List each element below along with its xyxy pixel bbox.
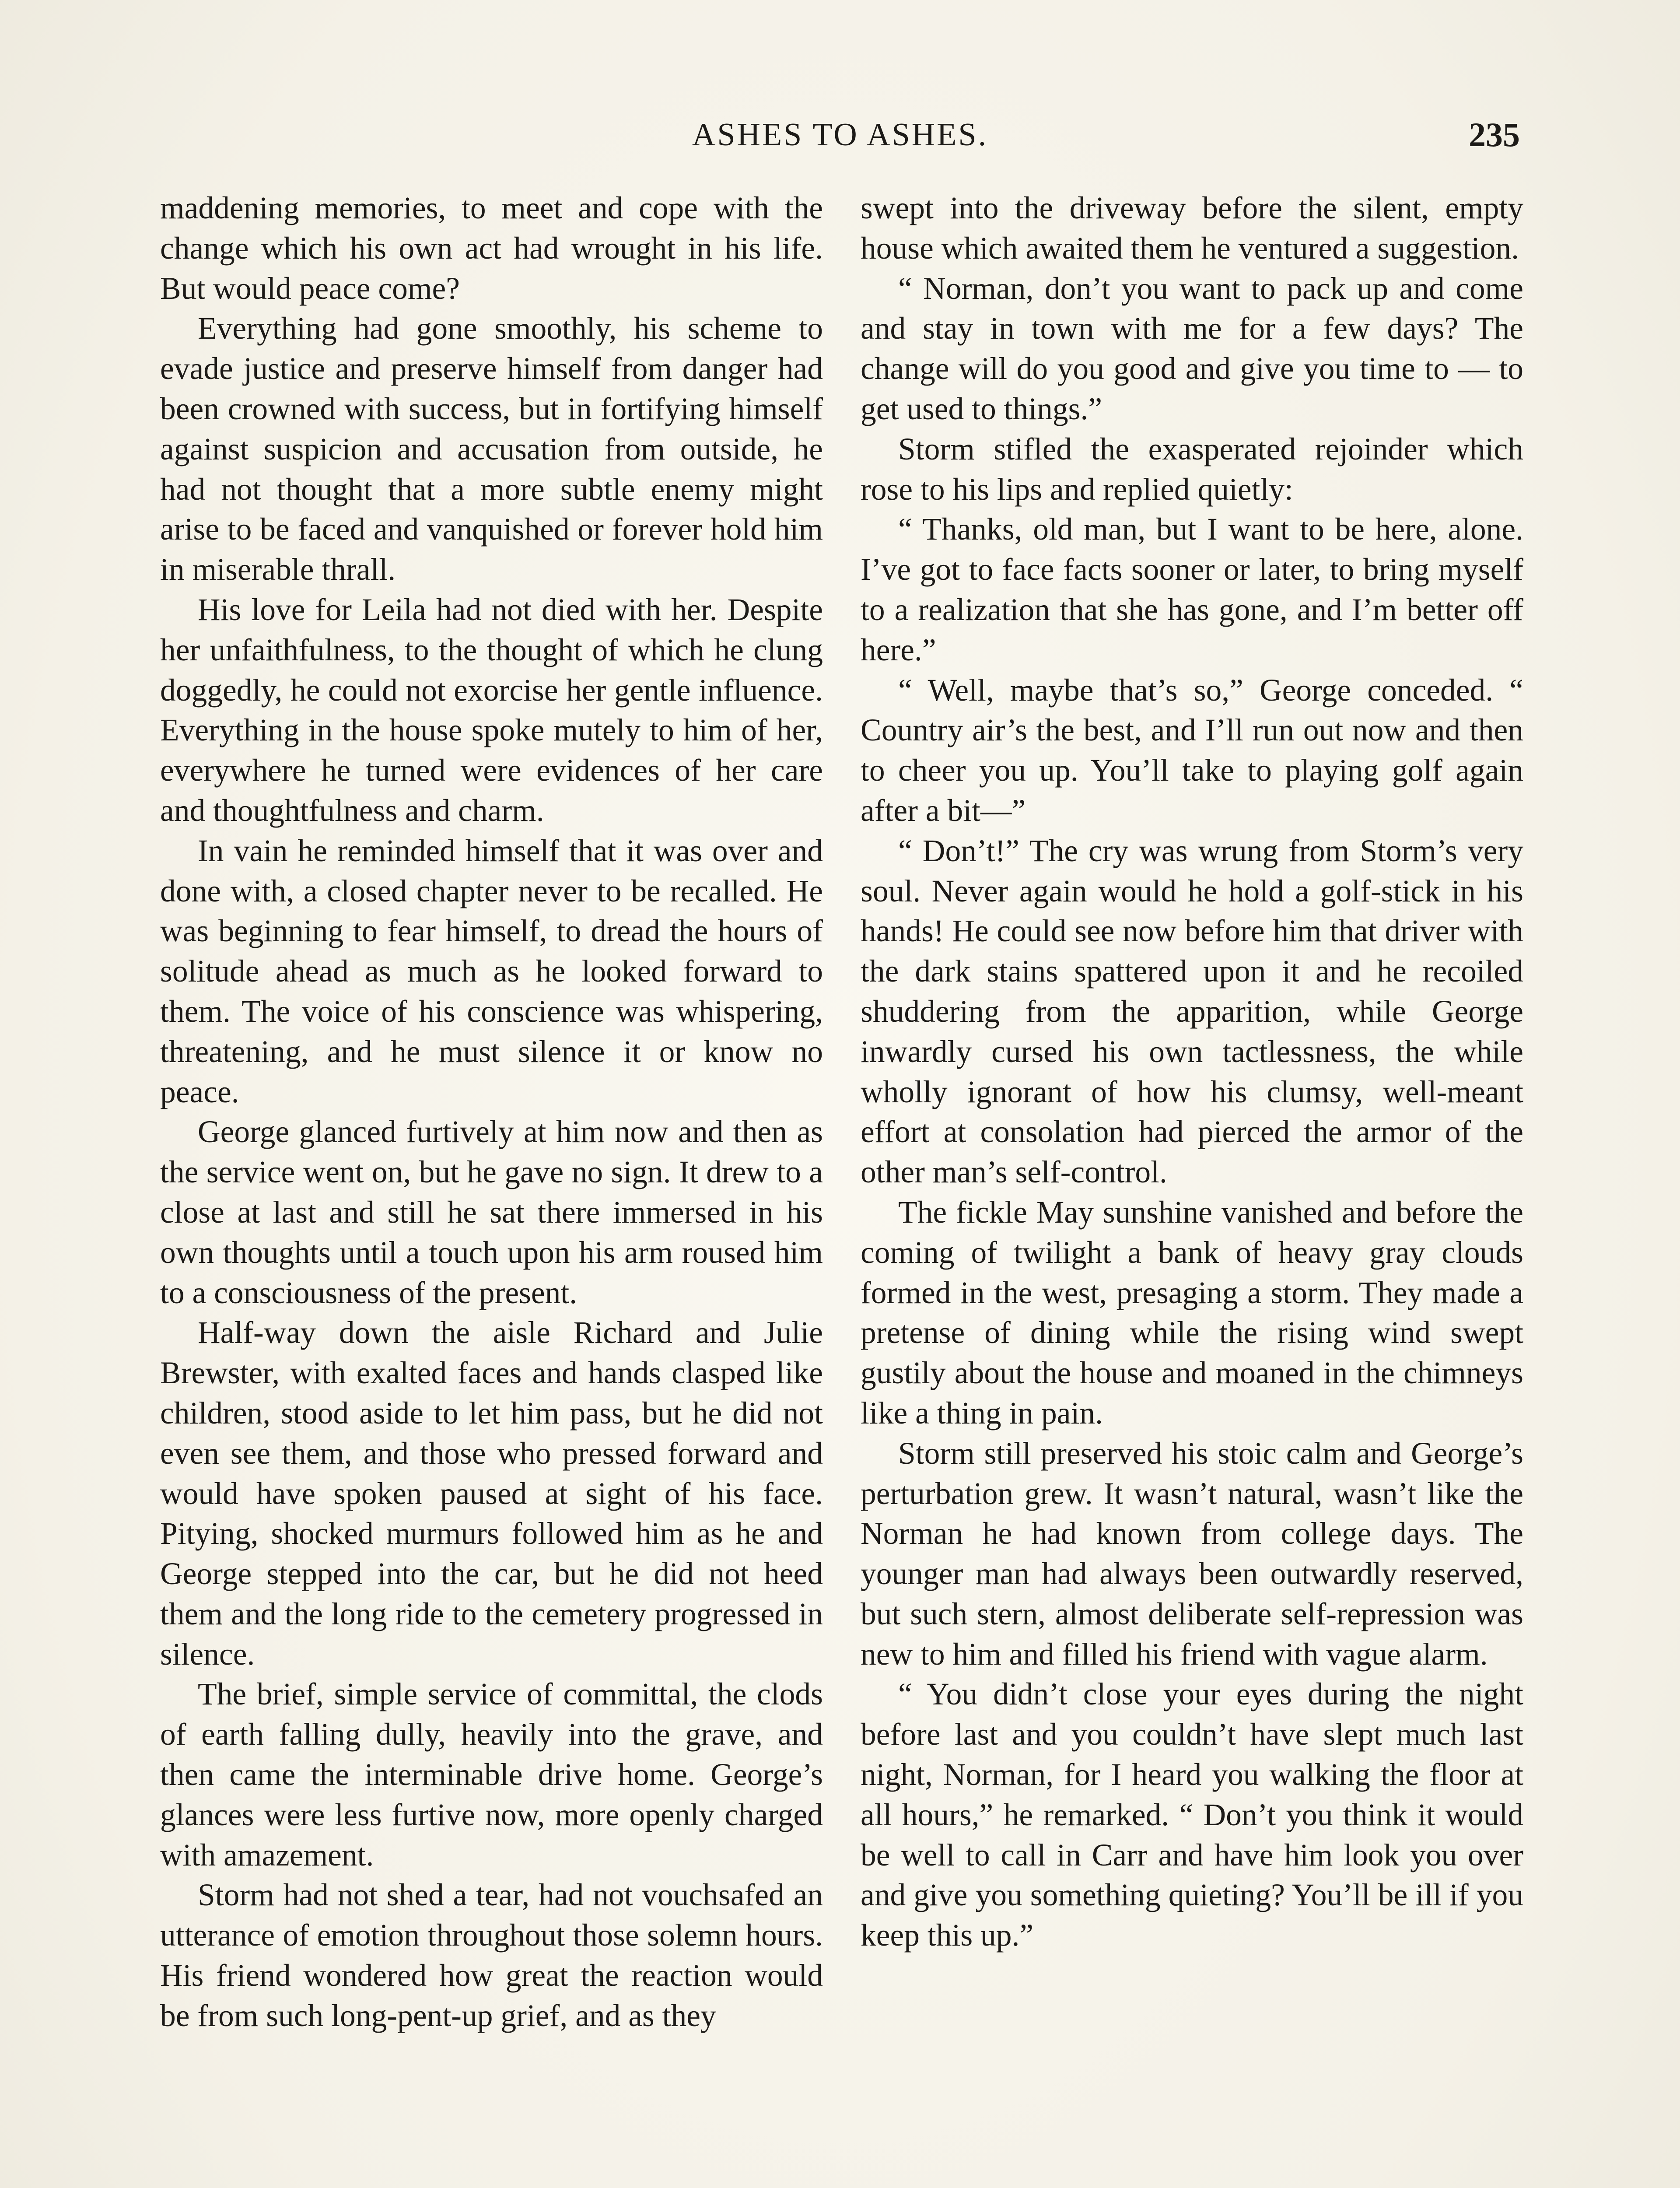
paragraph: Half-way down the aisle Richard and Julie Brewster, with exalted faces and hands clasped like children, stood aside to let him pass, but he did not even see them, and those who pressed forward and would have spoken paused at sight of his face. Pitying, shocked murmurs followed him as he and George stepped into the car, but he did not heed them and the long ride to the cemetery progressed in silence. xyxy=(160,1315,823,1672)
paragraph: His love for Leila had not died with her. Despite her unfaithfulness, to the thought of which he clung doggedly, he could not exorcise her gentle influence. Everything in the house spoke mutely to him of her, everywhere he turned were evidences of her care and thoughtfulness and charm. xyxy=(160,592,823,828)
paragraph: “ Norman, don’t you want to pack up and come and stay in town with me for a few days? The change will do you good and give you time to — to get used to things.” xyxy=(861,271,1523,426)
paragraph: The brief, simple service of committal, the clods of earth falling dully, heavily into the grave, and then came the interminable drive home. George’s glances were less furtive now, more openly charged with amazement. xyxy=(160,1677,823,1872)
paragraph: The fickle May sunshine vanished and before the coming of twilight a bank of heavy gray clouds formed in the west, presaging a storm. They made a pretense of dining while the rising wind swept gustily about the house and moaned in the chimneys like a thing in pain. xyxy=(861,1195,1523,1431)
paragraph: Storm had not shed a tear, had not vouchsafed an utterance of emotion throughout those solemn hours. His friend wondered how great the reaction would be from such long-pent-up grief, and as they xyxy=(160,1878,823,2033)
paragraph: Everything had gone smoothly, his scheme to evade justice and preserve himself from danger had been crowned with success, but in fortifying himself against suspicion and accusation from outside, he had not thought that a more subtle enemy might arise to be faced and vanquished or forever hold him in miserable thrall. xyxy=(160,311,823,587)
right-column xyxy=(861,188,1523,1956)
paragraph: swept into the driveway before the silent, empty house which awaited them he ventured a suggestion. xyxy=(861,191,1523,266)
paragraph: George glanced furtively at him now and then as the service went on, but he gave no sign. It drew to a close at last and still he sat there immersed in his own thoughts until a touch upon his arm roused him to a consciousness of the present. xyxy=(160,1115,823,1310)
page-number: 235 xyxy=(1469,116,1520,154)
paragraph: Storm stifled the exasperated rejoinder which rose to his lips and replied quietly: xyxy=(861,431,1523,507)
paragraph: “ Thanks, old man, but I want to be here, alone. I’ve got to face facts sooner or later, to bring myself to a realization that she has gone, and I’m better off here.” xyxy=(861,512,1523,667)
running-head xyxy=(160,109,1520,161)
paragraph: In vain he reminded himself that it was over and done with, a closed chapter never to be recalled. He was beginning to fear himself, to dread the hours of solitude ahead as much as he looked forward to them. The voice of his conscience was whispering, threatening, and he must silence it or know no peace. xyxy=(160,833,823,1109)
paragraph: “ You didn’t close your eyes during the night before last and you couldn’t have slept much last night, Norman, for I heard you walking the floor at all hours,” he remarked. “ Don’t you think it would be well to call in Carr and have him look you over and give you something quieting? You’ll be ill if you keep this up.” xyxy=(861,1677,1523,1953)
paragraph: maddening memories, to meet and cope with the change which his own act had wrought in his life. But would peace come? xyxy=(160,191,823,306)
running-title: ASHES TO ASHES. xyxy=(692,117,988,153)
paragraph: Storm still preserved his stoic calm and George’s perturbation grew. It wasn’t natural, wasn’t like the Norman he had known from college days. The younger man had always been outwardly reserved, but such stern, almost deliberate self-repression was new to him and filled his friend with vague alarm. xyxy=(861,1436,1523,1672)
left-column xyxy=(160,188,823,2036)
paragraph: “ Well, maybe that’s so,” George conceded. “ Country air’s the best, and I’ll run out now and then to cheer you up. You’ll take to playing golf again after a bit—” xyxy=(861,673,1523,828)
paragraph: “ Don’t!” The cry was wrung from Storm’s very soul. Never again would he hold a golf-stick in his hands! He could see now before him that driver with the dark stains spattered upon it and he recoiled shuddering from the apparition, while George inwardly cursed his own tactlessness, the while wholly ignorant of how his clumsy, well-meant effort at consolation had pierced the armor of the other man’s self-control. xyxy=(861,833,1523,1190)
